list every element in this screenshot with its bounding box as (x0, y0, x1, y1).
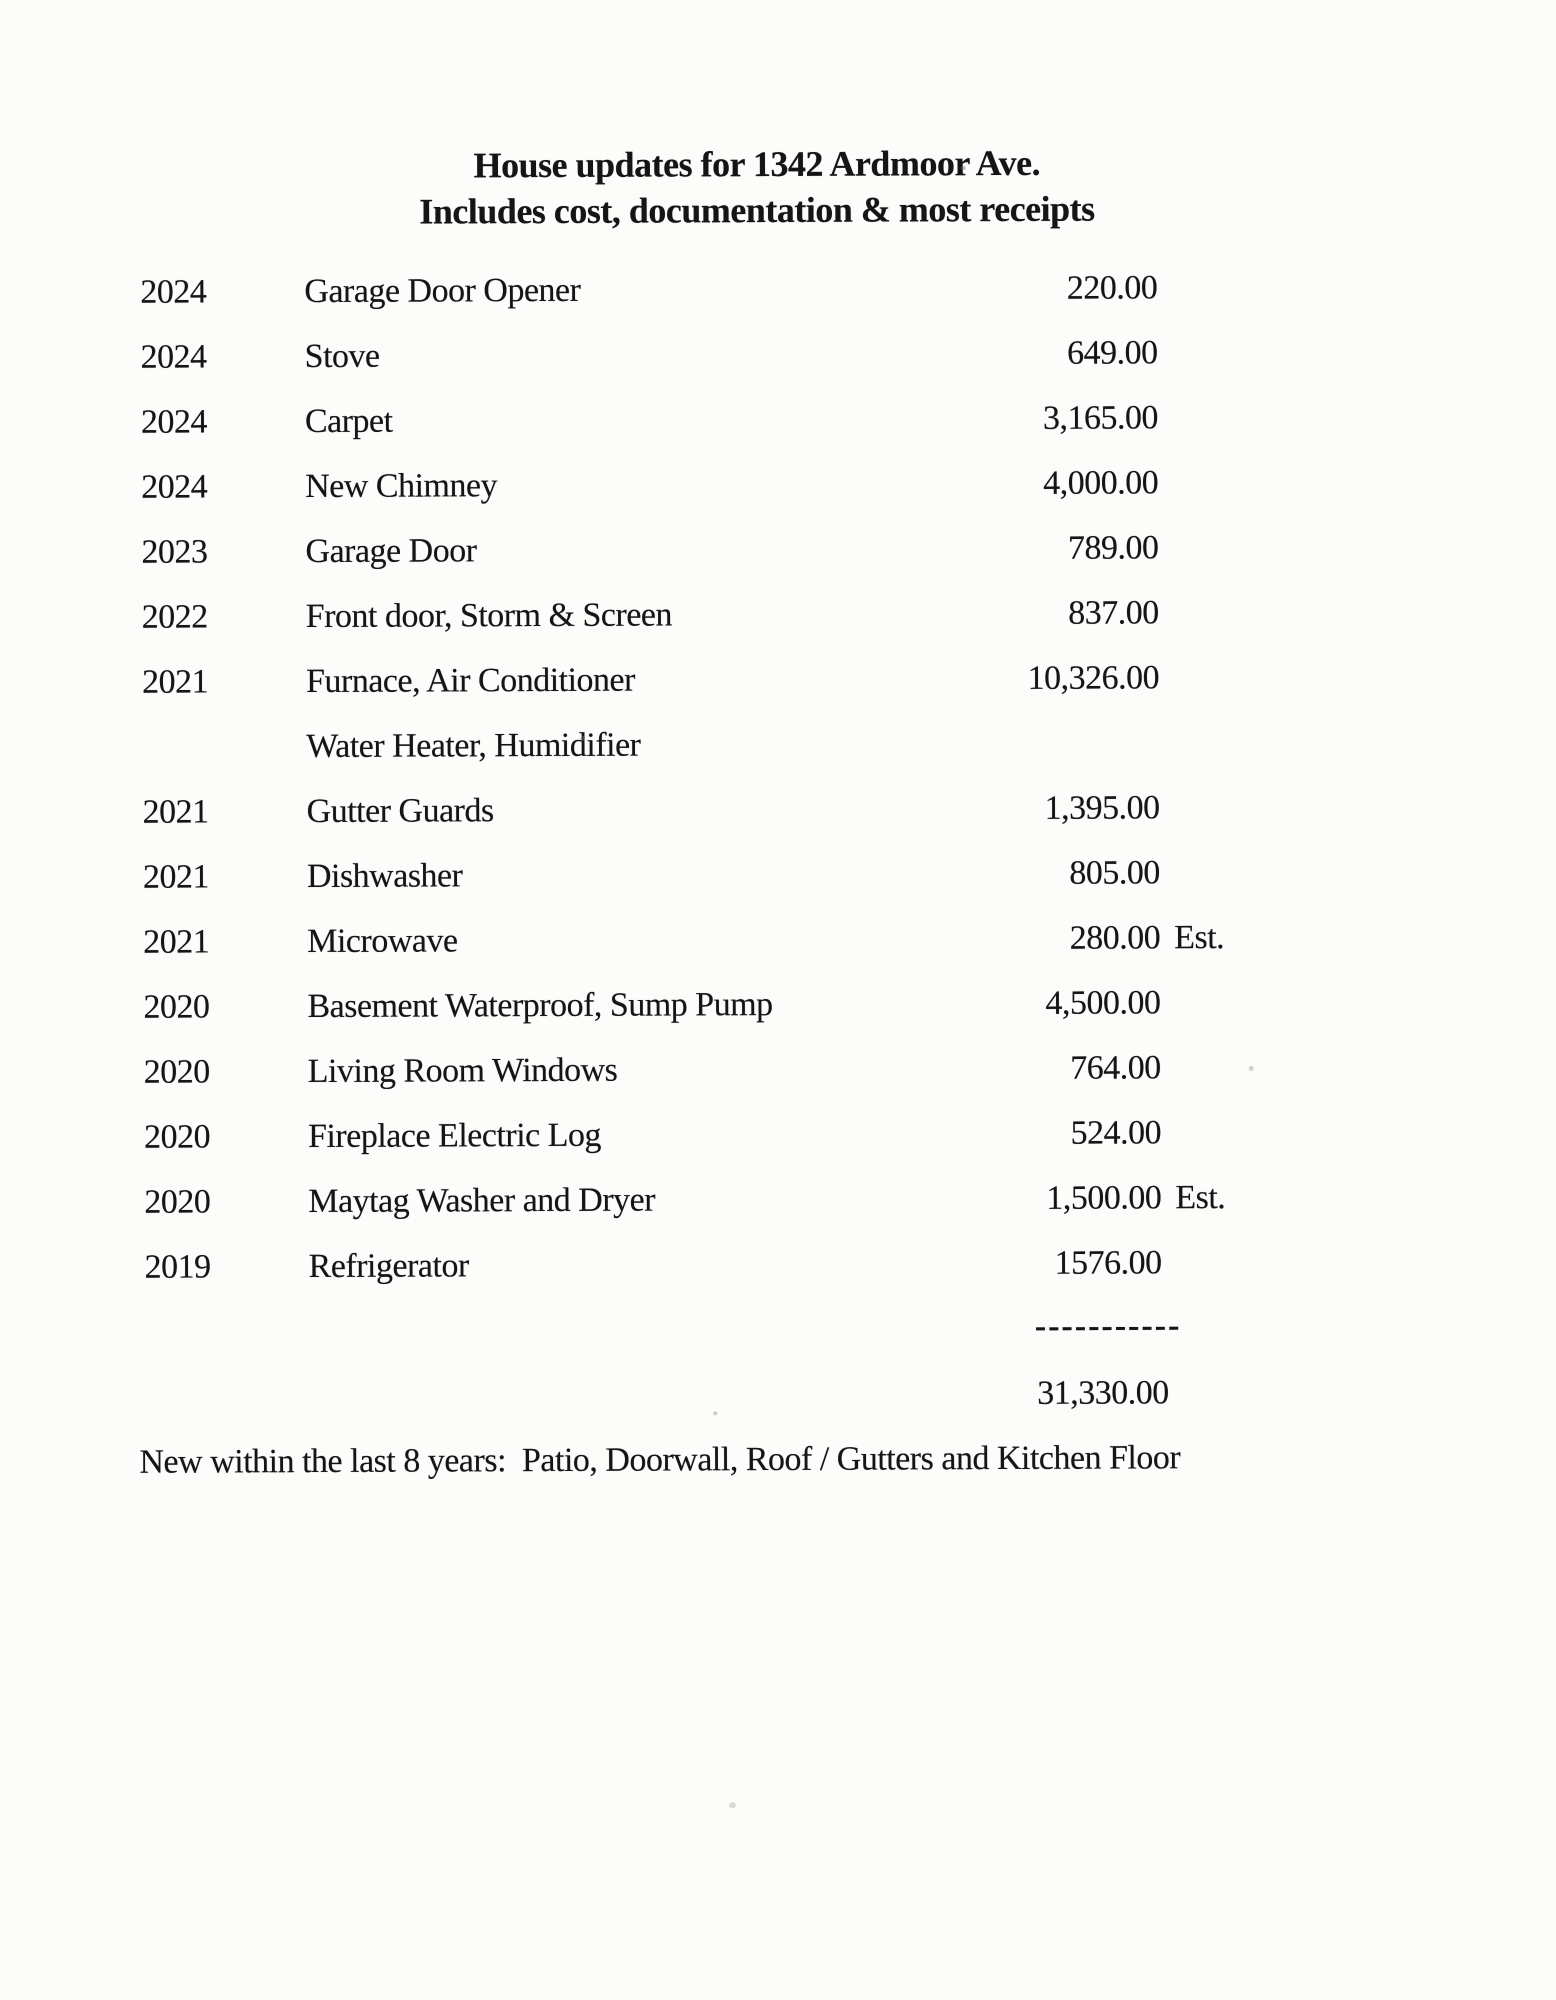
table-row (0, 254, 1553, 326)
amount-cell: 10,326.00 (1027, 659, 1160, 697)
amount-cell: 764.00 (1070, 1049, 1161, 1087)
item-cell: Stove (304, 337, 380, 376)
table-row (1, 1034, 1556, 1106)
item-cell: Refrigerator (308, 1247, 469, 1286)
house-updates-list (0, 254, 1556, 1301)
table-row (0, 774, 1556, 846)
year-cell: 2020 (144, 1183, 211, 1221)
year-cell: 2024 (140, 403, 207, 441)
table-row (1, 1164, 1556, 1236)
item-cell: New Chimney (305, 467, 498, 506)
year-cell: 2021 (142, 858, 209, 896)
item-cell: Microwave (307, 922, 458, 961)
year-cell: 2020 (143, 1053, 210, 1091)
amount-cell: 280.00 (1069, 919, 1161, 957)
footnote: New within the last 8 years: Patio, Doorwall, Roof / Gutters and Kitchen Floor (139, 1439, 1181, 1481)
table-row (0, 644, 1555, 716)
scan-speck (713, 1411, 717, 1415)
item-cell: Basement Waterproof, Sump Pump (307, 986, 773, 1026)
amount-cell: 1,500.00 (1046, 1179, 1162, 1217)
amount-cell: 3,165.00 (1042, 399, 1158, 437)
scan-speck (1249, 1066, 1254, 1071)
amount-cell: 837.00 (1068, 594, 1159, 632)
year-cell: 2020 (143, 1118, 211, 1156)
table-row (0, 839, 1556, 911)
year-cell: 2022 (141, 598, 208, 636)
table-row (1, 1099, 1556, 1171)
scan-speck (961, 166, 966, 170)
amount-cell: 649.00 (1067, 334, 1158, 372)
year-cell: 2024 (140, 338, 207, 376)
item-cell: Dishwasher (306, 857, 463, 896)
year-cell: 2020 (143, 988, 210, 1026)
table-row (0, 709, 1555, 781)
amount-cell: 524.00 (1070, 1114, 1162, 1152)
item-cell: Water Heater, Humidifier (306, 726, 641, 766)
year-cell: 2021 (141, 663, 209, 701)
title-line-2: Includes cost, documentation & most receipts (419, 188, 1095, 232)
table-row (0, 384, 1554, 456)
total-separator: ----------- (1034, 1307, 1182, 1345)
amount-cell: 4,500.00 (1045, 984, 1161, 1022)
table-row (0, 514, 1555, 586)
title-line-1: House updates for 1342 Ardmoor Ave. (473, 142, 1041, 186)
scan-speck (729, 1802, 736, 1808)
amount-cell: 220.00 (1066, 269, 1158, 307)
amount-cell: 805.00 (1069, 854, 1160, 892)
item-cell: Garage Door (305, 532, 477, 571)
table-row (1, 1229, 1556, 1301)
item-cell: Gutter Guards (306, 792, 494, 831)
table-row (0, 319, 1554, 391)
year-cell: 2024 (140, 273, 207, 311)
item-cell: Front door, Storm & Screen (305, 596, 673, 636)
year-cell: 2019 (144, 1248, 211, 1286)
table-row (0, 904, 1556, 976)
item-cell: Carpet (304, 402, 393, 441)
document-title (0, 138, 1517, 237)
amount-cell (859, 710, 1159, 711)
amount-cell: 1576.00 (1054, 1244, 1162, 1282)
table-row (0, 579, 1555, 651)
amount-cell: 789.00 (1067, 529, 1159, 567)
table-row (0, 449, 1554, 521)
year-cell: 2024 (141, 468, 208, 506)
item-cell: Fireplace Electric Log (307, 1116, 602, 1156)
item-cell: Garage Door Opener (304, 271, 581, 311)
amount-cell: 4,000.00 (1043, 464, 1159, 502)
item-cell: Maytag Washer and Dryer (308, 1181, 656, 1221)
year-cell: 2023 (141, 533, 208, 571)
total-amount: 31,330.00 (1037, 1374, 1169, 1412)
year-cell: 2021 (143, 923, 210, 961)
amount-suffix: Est. (1174, 919, 1225, 957)
item-cell: Furnace, Air Conditioner (305, 661, 636, 701)
item-cell: Living Room Windows (307, 1051, 618, 1091)
amount-suffix: Est. (1175, 1179, 1226, 1217)
table-row (0, 969, 1556, 1041)
scan-speck (580, 736, 585, 741)
year-cell: 2021 (142, 793, 209, 831)
amount-cell: 1,395.00 (1044, 789, 1160, 827)
